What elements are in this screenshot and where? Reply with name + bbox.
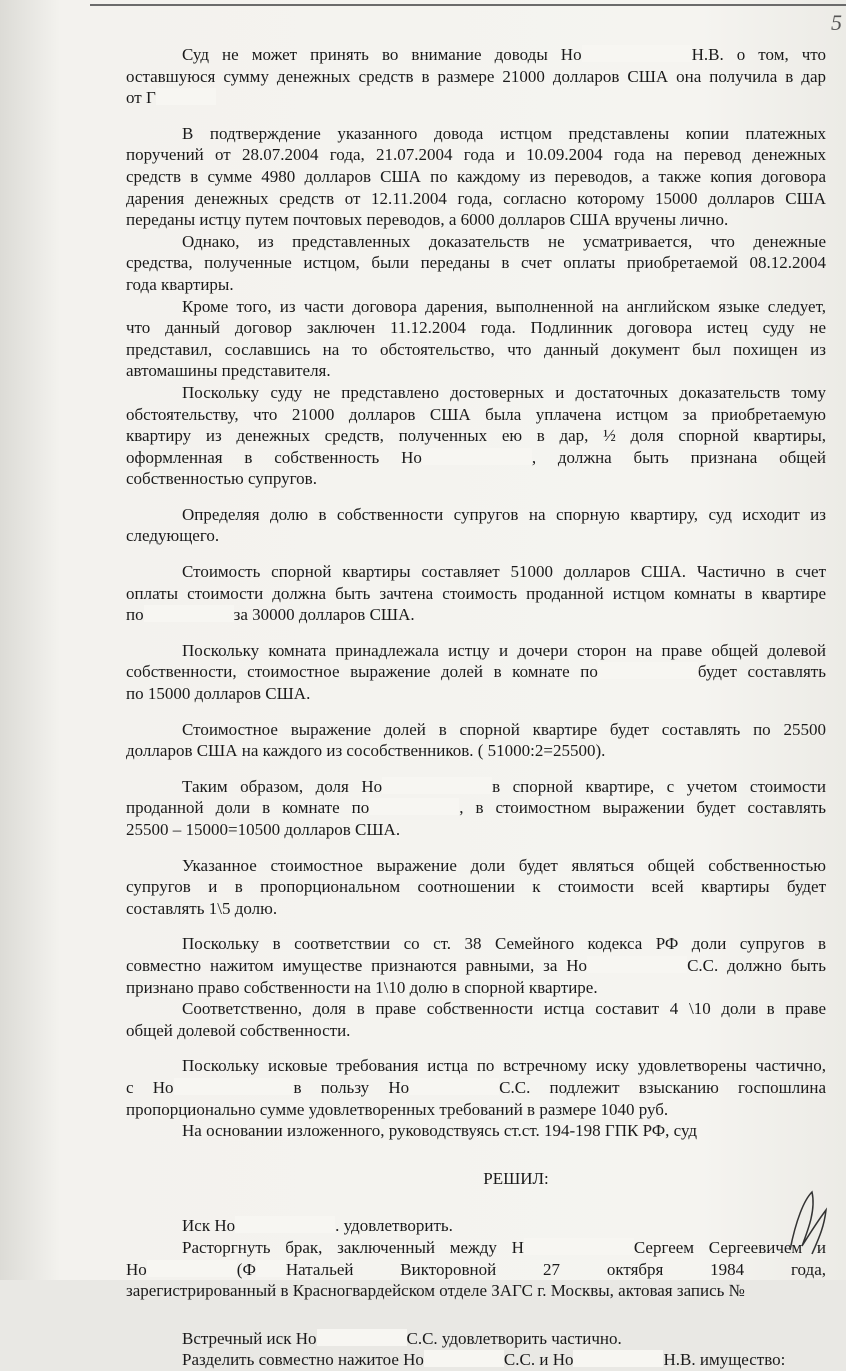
text-line: Поскольку комната принадлежала истцу и дочери сторон на праве общей долевой <box>182 640 826 660</box>
text-line: от Г <box>126 87 826 109</box>
text-line: года квартиры. <box>126 274 234 294</box>
text-line: собственности, стоимостное выражение долей в комнате по будет составлять <box>126 662 826 682</box>
text-line: с Но в пользу Но С.С. подлежит взысканию госпошлина <box>126 1077 826 1097</box>
text-line: квартиру из денежных средств, полученных ею в дар, ½ доля спорной квартиры, <box>126 426 826 446</box>
text-line: Разделить совместно нажитое Но С.С. и Но Н.В. имущество: <box>182 1350 786 1370</box>
text-line: представил, сославшись на то обстоятельство, что данный документ был похищен из <box>126 339 826 359</box>
text-line: зарегистрированный в Красногвардейском отделе ЗАГС г. Москвы, актовая запись № <box>126 1281 745 1301</box>
text-line: Иск Но . удовлетворить. <box>182 1216 453 1236</box>
text-line: оформленная в собственность Но , должна быть признана общей <box>126 447 826 467</box>
text-line: оставшуюся сумму денежных средств в размере 21000 долларов США она получила в дар <box>126 66 826 86</box>
text-line: проданной доли в комнате по , в стоимостном выражении будет составлять <box>126 798 826 818</box>
text-line: общей долевой собственности. <box>126 1020 351 1040</box>
text-line: признано право собственности на 1\10 долю в спорной квартире. <box>126 977 598 997</box>
text-line: Расторгнуть брак, заключенный между Н Сергеем Сергеевичем и <box>182 1237 826 1257</box>
text-line: средства, полученные истцом, были переданы в счет оплаты приобретаемой 08.12.2004 <box>126 253 826 273</box>
text-line: пропорционально сумме удовлетворенных требований в размере 1040 руб. <box>126 1099 669 1119</box>
text-line: совместно нажитом имуществе признаются равными, за Но С.С. должно быть <box>126 955 826 975</box>
text-line: долларов США на каждого из сособственников. ( 51000:2=25500). <box>126 741 606 761</box>
text-line: средств в сумме 4980 долларов США по каждому из переводов, а также копия договора <box>126 166 826 186</box>
text-line: Стоимость спорной квартиры составляет 51000 долларов США. Частично в счет <box>182 562 826 582</box>
text-line: по за 30000 долларов США. <box>126 605 415 625</box>
text-line: что данный договор заключен 11.12.2004 года. Подлинник договора истец суду не <box>126 318 826 338</box>
text-line: Соответственно, доля в праве собственности истца составит 4 \10 доли в праве <box>182 999 826 1019</box>
text-line: Поскольку в соответствии со ст. 38 Семейного кодекса РФ доли супругов в <box>182 934 826 954</box>
text-line: составлять 1\5 долю. <box>126 898 278 918</box>
top-rule <box>90 4 846 6</box>
page-mark: 5 <box>831 10 842 35</box>
text-line: оплаты стоимости должна быть зачтена стоимость проданной истцом комнаты в квартире <box>126 583 826 603</box>
text-line: Поскольку суду не представлено достоверных и достаточных доказательств тому <box>182 382 826 402</box>
text-line: супругов и в пропорциональном соотношении к стоимости всей квартиры будет <box>126 877 826 897</box>
decision-heading: РЕШИЛ: <box>483 1168 549 1188</box>
text-line: Стоимостное выражение долей в спорной квартире будет составлять по 25500 <box>182 719 826 739</box>
text-line: автомашины представителя. <box>126 361 331 381</box>
text-line: Встречный иск Но С.С. удовлетворить частично. <box>182 1328 622 1348</box>
document-body <box>126 44 826 1371</box>
text-line: собственностью супругов. <box>126 469 317 489</box>
text-line: поручений от 28.07.2004 года, 21.07.2004 года и 10.09.2004 года на перевод денежных <box>126 145 826 165</box>
text-line: Но (Ф Натальей Викторовной 27 октября 1984 года, <box>126 1259 826 1279</box>
signature-mark <box>782 1180 832 1260</box>
text-line: Определяя долю в собственности супругов на спорную квартиру, суд исходит из <box>182 504 826 524</box>
text-line: Однако, из представленных доказательств не усматривается, что денежные <box>182 231 826 251</box>
text-line: На основании изложенного, руководствуясь ст.ст. 194-198 ГПК РФ, суд <box>182 1121 698 1141</box>
text-line: Суд не может принять во внимание доводы Но Н.В. о том, что <box>182 45 826 64</box>
text-line: следующего. <box>126 526 220 546</box>
text-line: Указанное стоимостное выражение доли будет являться общей собственностью <box>182 855 826 875</box>
text-line: дарения денежных средств от 12.11.2004 года, согласно которому 15000 долларов США <box>126 188 826 208</box>
text-line: по 15000 долларов США. <box>126 684 311 704</box>
text-line: обстоятельству, что 21000 долларов США была уплачена истцом за приобретаемую <box>126 404 826 424</box>
text-line: Кроме того, из части договора дарения, выполненной на английском языке следует, <box>182 296 826 316</box>
text-line: переданы истцу путем почтовых переводов, а 6000 долларов США вручены лично. <box>126 210 729 230</box>
text-line: 25500 – 15000=10500 долларов США. <box>126 820 401 839</box>
text-line: Таким образом, доля Но в спорной квартире, с учетом стоимости <box>182 776 826 796</box>
text-line: В подтверждение указанного довода истцом представлены копии платежных <box>182 123 826 143</box>
text-line: Поскольку исковые требования истца по встречному иску удовлетворены частично, <box>182 1056 826 1076</box>
